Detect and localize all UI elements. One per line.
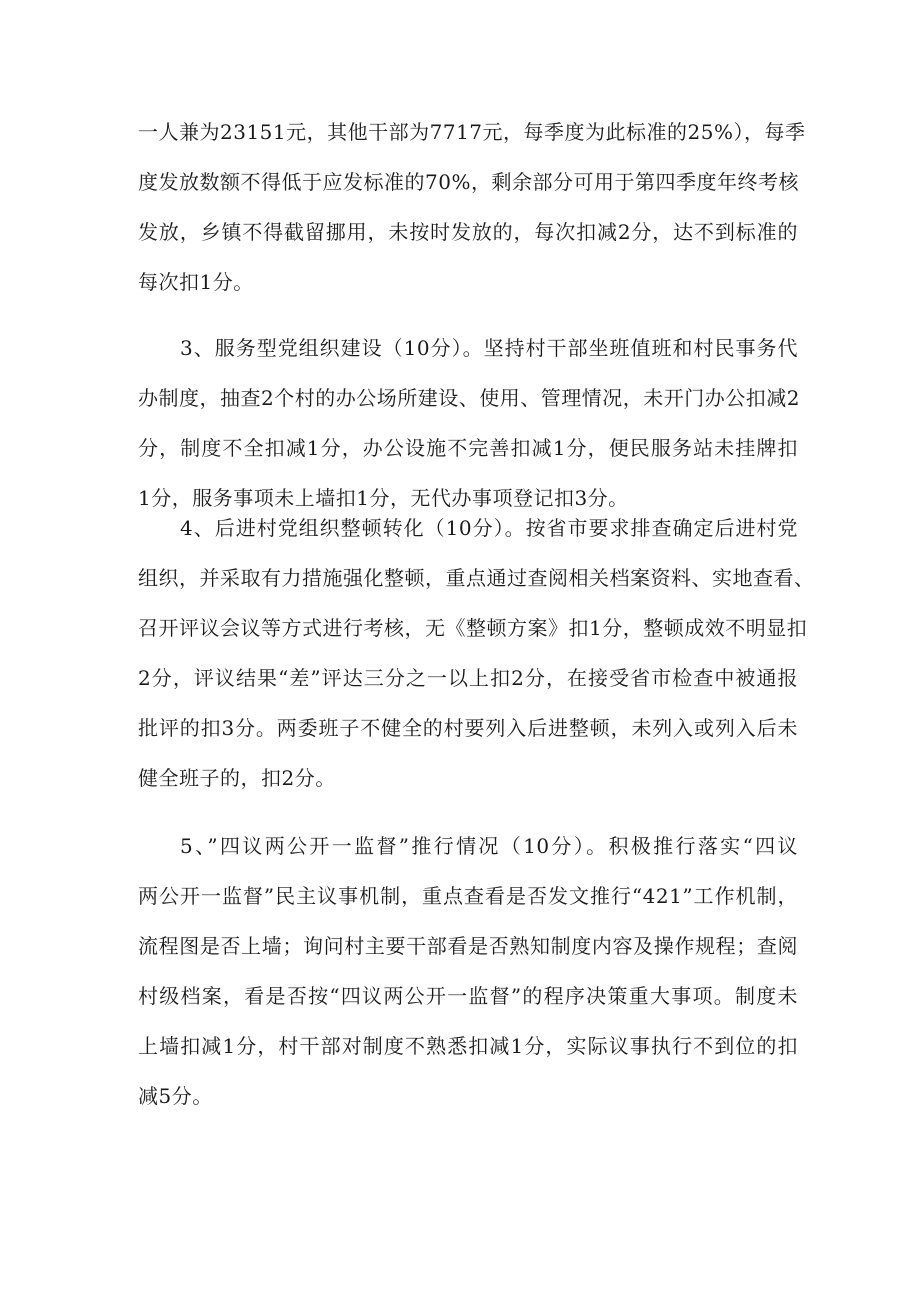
text-line: 批评的扣3分。两委班子不健全的村要列入后进整顿，未列入或列入后未: [138, 716, 798, 740]
text-line: 两公开一监督”民主议事机制，重点查看是否发文推行“421”工作机制，: [138, 884, 798, 908]
text-line: 1分，服务事项未上墙扣1分，无代办事项登记扣3分。: [138, 486, 629, 510]
text-line: 组织，并采取有力措施强化整顿，重点通过查阅相关档案资料、实地查看、: [138, 566, 815, 590]
text-line: 减5分。: [138, 1084, 213, 1108]
text-line: 办制度，抽查2个村的办公场所建设、使用、管理情况，未开门办公扣减2: [138, 386, 800, 410]
text-line: 2分，评议结果“差”评达三分之一以上扣2分，在接受省市检查中被通报: [138, 666, 798, 690]
text-line: 4、后进村党组织整顿转化（10分）。按省市要求排查确定后进村党: [180, 516, 798, 540]
text-line: 健全班子的，扣2分。: [138, 766, 336, 790]
text-line: 3、服务型党组织建设（10分）。坚持村干部坐班值班和村民事务代: [180, 336, 798, 360]
text-line: 5、”四议两公开一监督”推行情况（10分）。积极推行落实“四议: [180, 834, 798, 858]
text-line: 上墙扣减1分，村干部对制度不熟悉扣减1分，实际议事执行不到位的扣: [138, 1034, 798, 1058]
text-line: 召开评议会议等方式进行考核，无《整顿方案》扣1分，整顿成效不明显扣: [138, 616, 808, 640]
text-line: 发放，乡镇不得截留挪用，未按时发放的，每次扣减2分，达不到标准的: [138, 220, 798, 244]
text-line: 村级档案，看是否按“四议两公开一监督”的程序决策重大事项。制度未: [138, 984, 798, 1008]
text-line: 分，制度不全扣减1分，办公设施不完善扣减1分，便民服务站未挂牌扣: [138, 436, 798, 460]
text-line: 每次扣1分。: [138, 270, 254, 294]
text-line: 度发放数额不得低于应发标准的70%，剩余部分可用于第四季度年终考核: [138, 170, 799, 194]
text-line: 流程图是否上墙；询问村主要干部看是否熟知制度内容及操作规程；查阅: [138, 934, 798, 958]
text-line: 一人兼为23151元，其他干部为7717元，每季度为此标准的25%），每季: [138, 120, 806, 144]
